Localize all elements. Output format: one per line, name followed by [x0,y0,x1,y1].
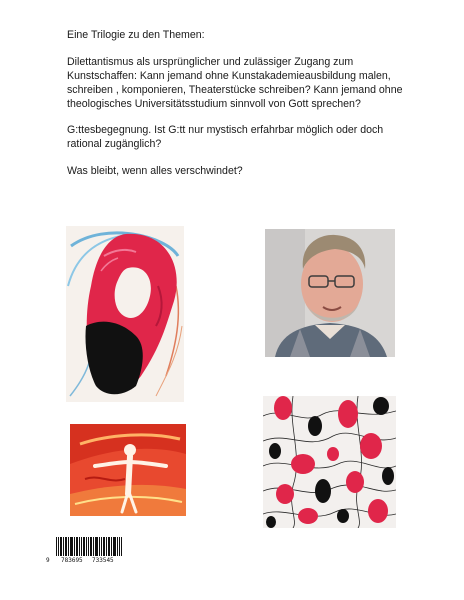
paragraph-dilettantism: Dilettantismus als ursprünglicher und zulässiger Zugang zum Kunstschaffen: Kann jemand ohne Kunstakademieausbildung malen, schreiben , komponieren, Theaterstücke schreiben? Kann jemand ohne theologisches Universitätsstudium sinnvoll von Gott sprechen? [67,55,403,110]
intro-line: Eine Trilogie zu den Themen: [67,29,205,41]
author-portrait [265,229,395,357]
isbn-group-1: 783695 [61,557,83,564]
paragraph-encounter: G:ttesbegegnung. Ist G:tt nur mystisch erfahrbar möglich oder doch rational zugänglich? [67,124,384,150]
isbn-digits [46,556,132,566]
isbn-group-2: 733545 [92,557,114,564]
painting-red-figure [70,424,186,516]
isbn-lead-digit: 9 [46,557,50,564]
paragraph-question: Was bleibt, wenn alles verschwindet? [67,164,243,177]
painting-dot-pattern [263,396,396,528]
back-cover-text [67,28,407,190]
painting-red-loop [66,226,184,402]
